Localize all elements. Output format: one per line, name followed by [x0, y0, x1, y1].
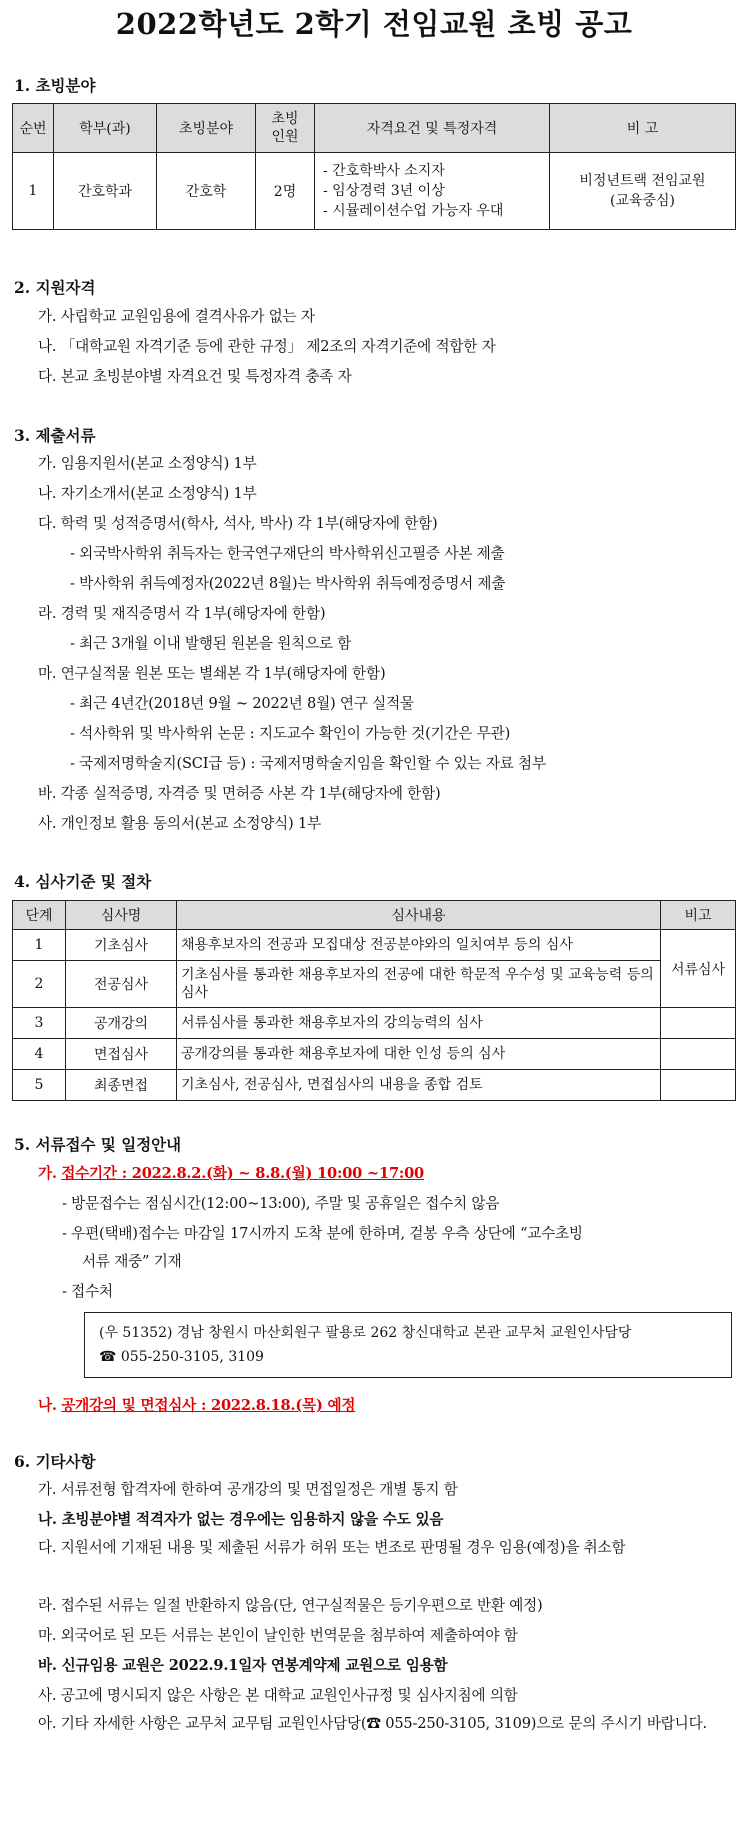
step-no: 5: [13, 1070, 66, 1101]
list-item: 바. 각종 실적증명, 자격증 및 면허증 사본 각 1부(해당자에 한함): [38, 785, 441, 802]
list-item: 마. 외국어로 된 모든 서류는 본인이 날인한 번역문을 첨부하여 제출하여야 함: [38, 1627, 518, 1644]
list-item: 다. 지원서에 기재된 내용 및 제출된 서류가 허위 또는 변조로 판명될 경우 임용(예정)을 취소함: [38, 1539, 626, 1556]
page-title: 2022학년도 2학기 전임교원 초빙 공고: [115, 7, 633, 41]
review-note-empty: [661, 1039, 736, 1070]
row-requirements: [315, 153, 550, 230]
table-row: [13, 153, 736, 230]
header-field: 초빙분야: [157, 104, 256, 153]
review-name: 전공심사: [66, 961, 177, 1008]
list-subitem: - 최근 3개월 이내 발행된 원본을 원칙으로 함: [70, 635, 352, 652]
review-note: 서류심사: [661, 930, 736, 1008]
application-period-line: [38, 1162, 424, 1183]
list-item: 바. 신규임용 교원은 2022.9.1일자 연봉계약제 교원으로 임용함: [38, 1657, 448, 1674]
list-item: 다. 본교 초빙분야별 자격요건 및 특정자격 충족 자: [38, 368, 352, 385]
table-row: [13, 1039, 736, 1070]
row-field: 간호학: [157, 153, 256, 230]
review-name: 최종면접: [66, 1070, 177, 1101]
list-subitem: - 외국박사학위 취득자는 한국연구재단의 박사학위신고필증 사본 제출: [70, 545, 505, 562]
requirement-1: - 간호학박사 소지자: [323, 163, 445, 179]
step-no: 4: [13, 1039, 66, 1070]
review-content: 공개강의를 통과한 채용후보자에 대한 인성 등의 심사: [177, 1039, 661, 1070]
list-subitem: - 박사학위 취득예정자(2022년 8월)는 박사학위 취득예정증명서 제출: [70, 575, 506, 592]
section-3-heading: 3. 제출서류: [14, 426, 96, 445]
review-note-empty: [661, 1008, 736, 1039]
section-5-heading: 5. 서류접수 및 일정안내: [14, 1135, 182, 1154]
header-step: 단계: [13, 901, 66, 930]
review-content: 기초심사, 전공심사, 면접심사의 내용을 종합 검토: [177, 1070, 661, 1101]
review-content: 기초심사를 통과한 채용후보자의 전공에 대한 학문적 우수성 및 교육능력 등의 심사: [177, 961, 661, 1008]
header-requirements: 자격요건 및 특정자격: [315, 104, 550, 153]
header-no: 순번: [13, 104, 54, 153]
address-box: [84, 1312, 732, 1378]
header-note: 비고: [661, 901, 736, 930]
table-row: [13, 1070, 736, 1101]
list-item: 다. 학력 및 성적증명서(학사, 석사, 박사) 각 1부(해당자에 한함): [38, 515, 438, 532]
header-count: 초빙 인원: [256, 104, 315, 153]
list-item: 나. 초빙분야별 적격자가 없는 경우에는 임용하지 않을 수도 있음: [38, 1511, 444, 1528]
review-note-empty: [661, 1070, 736, 1101]
step-no: 2: [13, 961, 66, 1008]
item-prefix: 나.: [38, 1397, 57, 1414]
list-item: 라. 접수된 서류는 일절 반환하지 않음(단, 연구실적물은 등기우편으로 반환 예정): [38, 1597, 543, 1614]
list-subitem: - 최근 4년간(2018년 9월 ~ 2022년 8월) 연구 실적물: [70, 695, 414, 712]
list-item: 아. 기타 자세한 사항은 교무처 교무팀 교원인사담당(☎ 055-250-3105, 3109)으로 문의 주시기 바랍니다.: [38, 1715, 707, 1732]
list-item: 가. 사립학교 교원임용에 결격사유가 없는 자: [38, 308, 315, 325]
address-text: (우 51352) 경남 창원시 마산회원구 팔용로 262 창신대학교 본관 교무처 교원인사담당: [99, 1325, 632, 1341]
review-content: 서류심사를 통과한 채용후보자의 강의능력의 심사: [177, 1008, 661, 1039]
header-note: 비 고: [550, 104, 736, 153]
review-name: 공개강의: [66, 1008, 177, 1039]
list-item: 마. 연구실적물 원본 또는 별쇄본 각 1부(해당자에 한함): [38, 665, 386, 682]
header-review-content: 심사내용: [177, 901, 661, 930]
review-content: 채용후보자의 전공과 모집대상 전공분야와의 일치여부 등의 심사: [177, 930, 661, 961]
list-subitem: - 석사학위 및 박사학위 논문 : 지도교수 확인이 가능한 것(기간은 무관): [70, 725, 511, 742]
review-name: 기초심사: [66, 930, 177, 961]
header-dept: 학부(과): [54, 104, 157, 153]
table-row: [13, 930, 736, 961]
list-item: 라. 경력 및 재직증명서 각 1부(해당자에 한함): [38, 605, 326, 622]
row-note: [550, 153, 736, 230]
table-row: [13, 1008, 736, 1039]
review-name: 면접심사: [66, 1039, 177, 1070]
requirement-2: - 임상경력 3년 이상: [323, 183, 445, 199]
list-item: 사. 개인정보 활용 동의서(본교 소정양식) 1부: [38, 815, 321, 832]
note-line-2: (교육중심): [609, 193, 676, 209]
review-process-table: [12, 900, 736, 1101]
phone-text: ☎ 055-250-3105, 3109: [99, 1349, 264, 1365]
note-line-1: 비정년트랙 전임교원: [579, 173, 706, 189]
list-subitem: - 우편(택배)접수는 마감일 17시까지 도착 분에 한하며, 겉봉 우측 상단에 “교수초빙: [62, 1225, 583, 1242]
list-item: 가. 서류전형 합격자에 한하여 공개강의 및 면접일정은 개별 통지 함: [38, 1481, 458, 1498]
section-4-heading: 4. 심사기준 및 절차: [14, 872, 152, 891]
table-row: [13, 961, 736, 1008]
step-no: 1: [13, 930, 66, 961]
list-item: 나. 「대학교원 자격기준 등에 관한 규정」 제2조의 자격기준에 적합한 자: [38, 338, 496, 355]
table-header-row: [13, 104, 736, 153]
requirement-3: - 시뮬레이션수업 가능자 우대: [323, 203, 504, 219]
application-period: 접수기간 : 2022.8.2.(화) ~ 8.8.(월) 10:00 ~17:00: [61, 1165, 425, 1182]
row-no: 1: [13, 153, 54, 230]
section-2-heading: 2. 지원자격: [14, 278, 96, 297]
item-prefix: 가.: [38, 1165, 57, 1182]
step-no: 3: [13, 1008, 66, 1039]
section-6-heading: 6. 기타사항: [14, 1452, 96, 1471]
list-subitem: - 접수처: [62, 1283, 113, 1300]
list-item: 사. 공고에 명시되지 않은 사항은 본 대학교 교원인사규정 및 심사지침에 의함: [38, 1687, 518, 1704]
section-1-heading: 1. 초빙분야: [14, 76, 96, 95]
list-subitem: - 방문접수는 점심시간(12:00~13:00), 주말 및 공휴일은 접수치 않음: [62, 1195, 500, 1212]
interview-schedule-line: [38, 1394, 355, 1415]
row-dept: 간호학과: [54, 153, 157, 230]
recruitment-field-table: [12, 103, 736, 230]
list-item: 가. 임용지원서(본교 소정양식) 1부: [38, 455, 257, 472]
interview-schedule: 공개강의 및 면접심사 : 2022.8.18.(목) 예정: [61, 1397, 356, 1414]
header-review-name: 심사명: [66, 901, 177, 930]
list-item: 나. 자기소개서(본교 소정양식) 1부: [38, 485, 257, 502]
table-header-row: [13, 901, 736, 930]
row-count: 2명: [256, 153, 315, 230]
list-subitem-continued: 서류 재중” 기재: [82, 1253, 182, 1270]
list-subitem: - 국제저명학술지(SCI급 등) : 국제저명학술지임을 확인할 수 있는 자료 첨부: [70, 755, 546, 772]
